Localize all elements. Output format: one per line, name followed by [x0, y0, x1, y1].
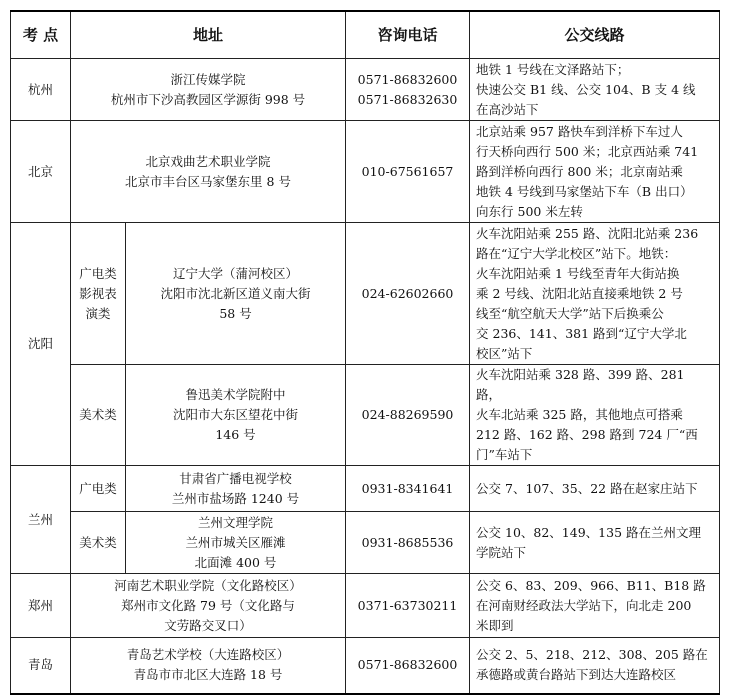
address-line: 兰州市盐场路 1240 号: [171, 490, 300, 506]
route-shenyang-art: [470, 365, 720, 466]
route-line: 公交 6、83、209、966、B11、B18 路: [476, 577, 706, 593]
exam-site-table: [10, 10, 720, 695]
address-shenyang-film: [126, 223, 346, 365]
address-beijing: [71, 121, 346, 223]
table-row-shenyang-film: [11, 223, 720, 365]
address-hangzhou: [71, 59, 346, 121]
address-line: 146 号: [215, 427, 256, 442]
table-row-beijing: [11, 121, 720, 223]
route-line: 行天桥向西行 500 米；北京西站乘 741: [476, 143, 699, 159]
phone-number: 0571-86832600: [357, 71, 458, 87]
table-row-shenyang-art: [11, 365, 720, 466]
address-line: 北京市丰台区马家堡东里 8 号: [125, 173, 291, 189]
route-line: 公交 7、107、35、22 路在赵家庄站下: [476, 480, 698, 496]
address-line: 甘肃省广播电视学校: [179, 470, 292, 486]
route-line: 米即到: [476, 617, 514, 633]
route-lanzhou-art: [470, 512, 720, 574]
route-lanzhou-film: [470, 466, 720, 512]
phone-zhengzhou: 0371-63730211: [346, 574, 470, 638]
address-line: 沈阳市大东区望花中街: [173, 407, 299, 422]
address-line: 河南艺术职业学院（文化路校区）: [114, 577, 302, 593]
phone-shenyang-art: 024-88269590: [346, 365, 470, 466]
route-line: 承德路或黄台路站下到达大连路校区: [476, 667, 677, 683]
route-line: 校区”站下: [476, 345, 533, 361]
address-line: 青岛艺术学校（大连路校区）: [126, 647, 290, 663]
route-line: 火车沈阳站乘 328 路、399 路、281 路，: [476, 367, 685, 402]
table-row-hangzhou: [11, 59, 720, 121]
phone-hangzhou: [346, 59, 470, 121]
address-lanzhou-film: [126, 466, 346, 512]
phone-shenyang-film: 024-62602660: [346, 223, 470, 365]
table-row-lanzhou-film: [11, 466, 720, 512]
address-line: 兰州市城关区雁滩: [185, 534, 286, 550]
table-row-qingdao: [11, 638, 720, 694]
route-line: 公交 2、5、218、212、308、205 路在: [476, 647, 708, 663]
route-hangzhou: [470, 59, 720, 121]
route-qingdao: [470, 638, 720, 694]
phone-qingdao: 0571-86832600: [346, 638, 470, 694]
address-shenyang-art: [126, 365, 346, 466]
route-line: 学院站下: [476, 544, 527, 560]
address-line: 北京戏曲艺术职业学院: [145, 153, 271, 169]
route-line: 交 236、141、381 路到“辽宁大学北: [476, 325, 687, 341]
route-beijing: [470, 121, 720, 223]
route-line: 北京站乘 957 路快车到洋桥下车过人: [476, 123, 683, 139]
route-line: 公交 10、82、149、135 路在兰州文理: [476, 524, 701, 540]
route-line: 212 路、162 路、298 路到 724 厂“西: [476, 427, 698, 442]
route-line: 线至“航空航天大学”站下后换乘公: [476, 305, 664, 321]
route-line: 火车北站乘 325 路，其他地点可搭乘: [476, 407, 683, 422]
address-line: 鲁迅美术学院附中: [185, 387, 286, 402]
address-zhengzhou: [71, 574, 346, 638]
address-lanzhou-art: [126, 512, 346, 574]
header-phone: 咨询电话: [346, 11, 470, 59]
route-line: 向东行 500 米左转: [476, 203, 583, 219]
phone-lanzhou-art: 0931-8685536: [346, 512, 470, 574]
category-art: 美术类: [71, 512, 126, 574]
city-beijing: 北京: [11, 121, 71, 223]
category-line: 影视表: [79, 285, 117, 301]
address-line: 浙江传媒学院: [170, 71, 246, 87]
header-bus-route: 公交线路: [470, 11, 720, 59]
category-line: 演类: [85, 305, 111, 321]
category-film: 广电类: [71, 466, 126, 512]
city-zhengzhou: 郑州: [11, 574, 71, 638]
route-line: 门”车站下: [476, 447, 533, 462]
category-film-drama: [71, 223, 126, 365]
header-exam-site: 考 点: [11, 11, 71, 59]
address-line: 辽宁大学（蒲河校区）: [173, 265, 299, 281]
route-zhengzhou: [470, 574, 720, 638]
address-line: 青岛市市北区大连路 18 号: [133, 667, 283, 683]
city-hangzhou: 杭州: [11, 59, 71, 121]
city-shenyang: 沈阳: [11, 223, 71, 466]
route-shenyang-film: [470, 223, 720, 365]
header-address: 地址: [71, 11, 346, 59]
address-line: 兰州文理学院: [198, 514, 274, 530]
address-line: 沈阳市沈北新区道义南大街: [160, 285, 311, 301]
category-line: 广电类: [79, 265, 117, 281]
address-line: 郑州市文化路 79 号（文化路与: [121, 597, 295, 613]
route-line: 路到洋桥向西行 800 米；北京南站乘: [476, 163, 683, 179]
table-row-zhengzhou: [11, 574, 720, 638]
phone-number: 0571-86832630: [357, 91, 458, 107]
route-line: 在高沙站下: [476, 101, 539, 117]
category-art: 美术类: [71, 365, 126, 466]
route-line: 在河南财经政法大学站下，向北走 200: [476, 597, 692, 613]
phone-beijing: 010-67561657: [346, 121, 470, 223]
route-line: 火车沈阳站乘 255 路、沈阳北站乘 236: [476, 225, 699, 241]
address-line: 北面滩 400 号: [194, 554, 277, 570]
city-qingdao: 青岛: [11, 638, 71, 694]
route-line: 快速公交 B1 线、公交 104、B 支 4 线: [476, 81, 696, 97]
route-line: 地铁 4 号线到马家堡站下车（B 出口）: [476, 183, 693, 199]
route-line: 乘 2 号线、沈阳北站直接乘地铁 2 号: [476, 285, 683, 301]
route-line: 地铁 1 号线在文泽路站下；: [476, 61, 630, 77]
route-line: 火车沈阳站乘 1 号线至青年大街站换: [476, 265, 680, 281]
table-row-lanzhou-art: [11, 512, 720, 574]
phone-lanzhou-film: 0931-8341641: [346, 466, 470, 512]
address-line: 58 号: [219, 305, 252, 321]
address-qingdao: [71, 638, 346, 694]
route-line: 路在“辽宁大学北校区”站下。地铁：: [476, 245, 677, 261]
address-line: 文劳路交叉口）: [164, 617, 252, 633]
address-line: 杭州市下沙高教园区学源街 998 号: [110, 91, 306, 107]
header-row: [11, 11, 720, 59]
city-lanzhou: 兰州: [11, 466, 71, 574]
